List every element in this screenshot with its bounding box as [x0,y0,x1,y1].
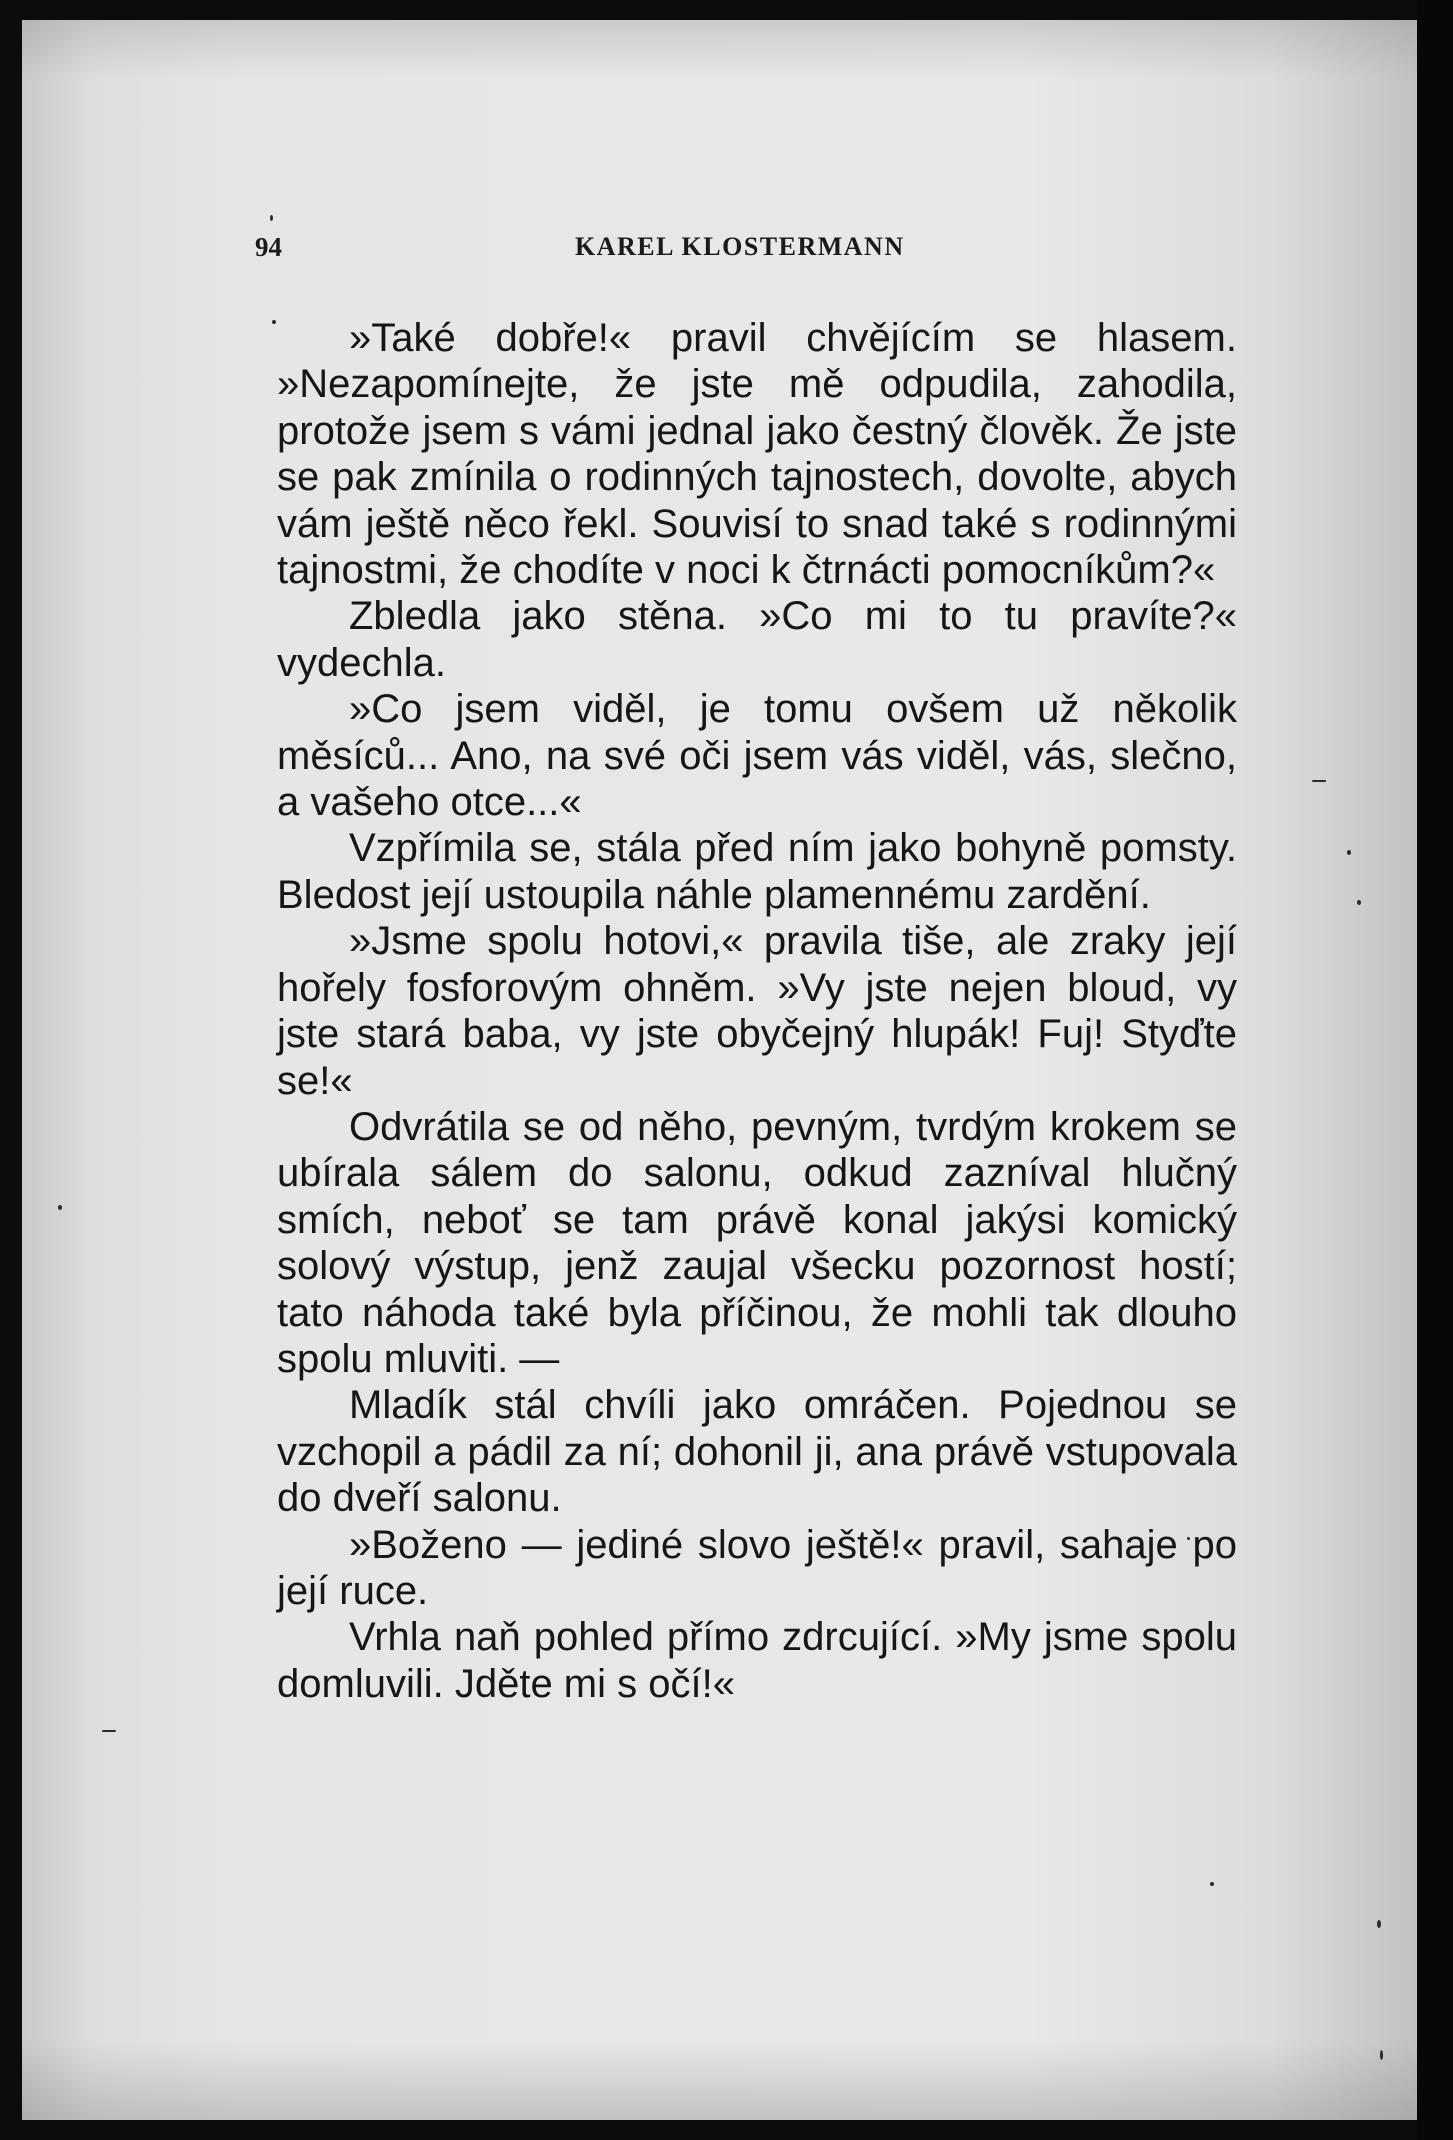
paragraph: »Také dobře!« pravil chvějícím se hlasem. »Nezapomínejte, že jste mě odpudila, zahodila, protože jsem s vámi jednal jako čestný člověk. Že jste se pak zmínila o rodinných tajnostech, dovolte, abych vám ještě něco řekl. Souvisí to snad také s rodinnými tajnostmi, že chodíte v noci k čtrnácti pomocníkům?« [277,316,1237,593]
body-text [277,315,1237,1707]
paper-speck [1357,900,1361,905]
paper-speck [1380,2050,1383,2060]
paper-speck [1312,780,1326,782]
paragraph: Mladík stál chvíli jako omráčen. Pojednou se vzchopil a pádil za ní; dohonil ji, ana právě vstupovala do dveří salonu. [277,1383,1237,1521]
paragraph: Vzpřímila se, stála před ním jako bohyně pomsty. Bledost její ustoupila náhle plamennému zardění. [277,826,1237,917]
page-number: 94 [255,232,282,262]
paper-speck [270,215,273,221]
paper-speck [102,1730,116,1732]
paragraph: »Co jsem viděl, je tomu ovšem už několik měsíců... Ano, na své oči jsem vás viděl, vás, slečno, a vašeho otce...« [277,687,1237,825]
paragraph: Zbledla jako stěna. »Co mi to tu pravíte?« vydechla. [277,594,1237,685]
paragraph: »Jsme spolu hotovi,« pravila tiše, ale zraky její hořely fosforovým ohněm. »Vy jste nejen bloud, vy jste stará baba, vy jste obyčejný hlupák! Fuj! Styďte se!« [277,919,1237,1103]
page-shadow-top [22,20,1417,80]
paper-speck [58,1205,62,1210]
paper-speck [272,320,276,324]
running-head-author: KAREL KLOSTERMANN [575,232,905,261]
paragraph: Odvrátila se od něho, pevným, tvrdým krokem se ubírala sálem do salonu, odkud zazníval hlučný smích, neboť se tam právě konal jakýsi komický solový výstup, jenž zaujal všecku pozornost hostí; tato náhoda také byla příčinou, že mohli tak dlouho spolu mluviti. — [277,1104,1237,1381]
scan-edge-strip [1417,0,1453,2140]
paper-speck [1347,850,1351,855]
paragraph: »Boženo — jediné slovo ještě!« pravil, sahaje po její ruce. [277,1522,1237,1613]
paper-speck [1210,1882,1214,1886]
page-shadow-bottom [22,2040,1417,2120]
paragraph: Vrhla naň pohled přímo zdrcující. »My jsme spolu domluvili. Jděte mi s očí!« [277,1615,1237,1706]
running-head [255,232,1245,272]
paper-speck [1377,1920,1381,1928]
